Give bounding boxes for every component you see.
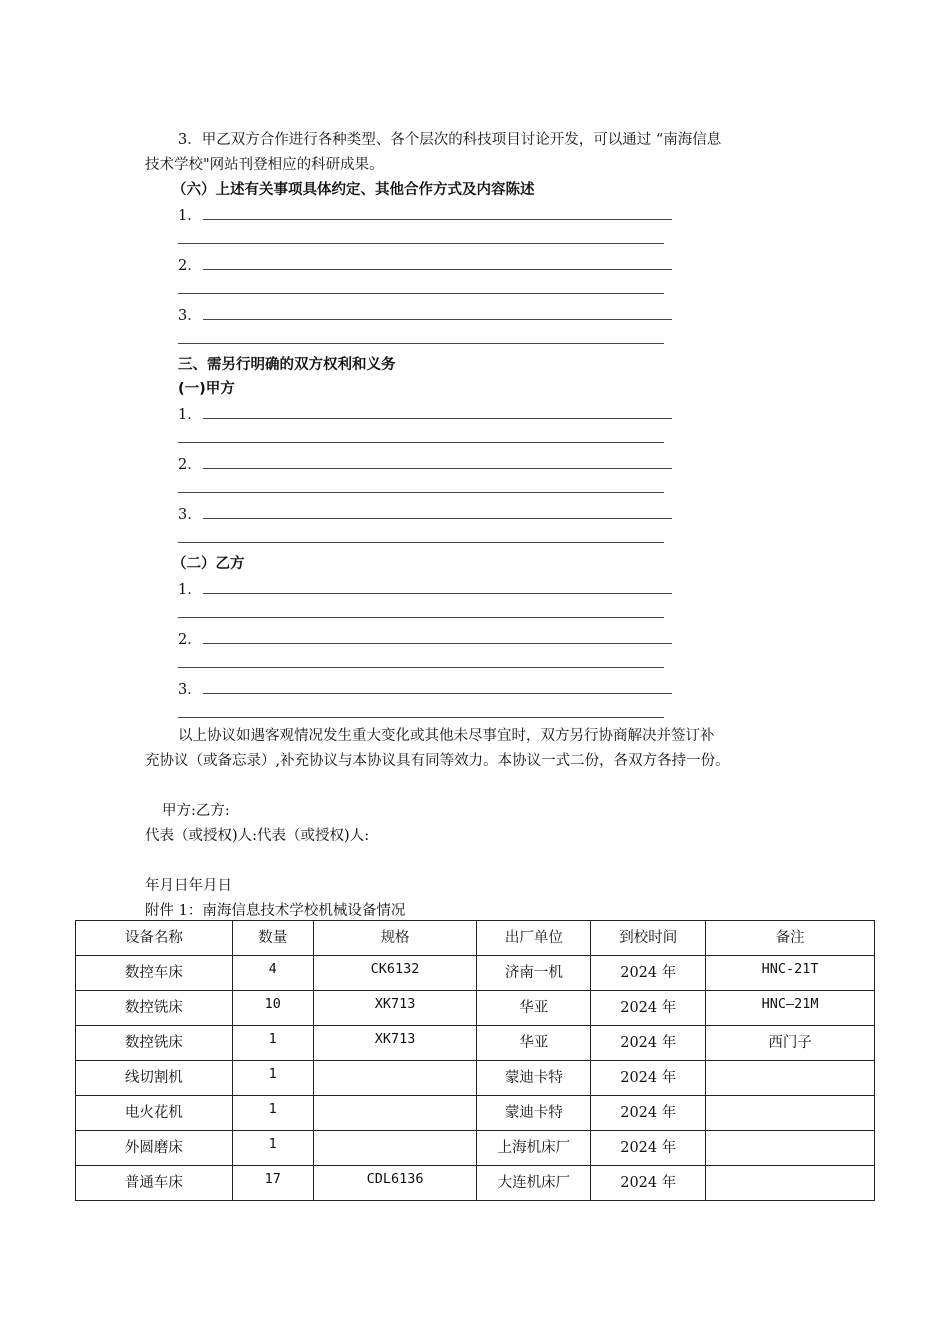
- party-b-heading: （二）乙方: [172, 556, 245, 572]
- blank-line: [203, 269, 672, 270]
- quantity-cell: 17: [232, 1166, 313, 1201]
- equipment-name-cell: 数控铣床: [76, 1026, 233, 1061]
- manufacturer-cell: 华亚: [477, 991, 591, 1026]
- quantity-cell: 1: [232, 1026, 313, 1061]
- manufacturer-cell: 济南一机: [477, 956, 591, 991]
- quantity-cell: 10: [232, 991, 313, 1026]
- model-cell: XK713: [313, 1026, 477, 1061]
- blank-line: [178, 542, 664, 543]
- model-cell: CK6132: [313, 956, 477, 991]
- blank-line: [203, 418, 672, 419]
- blank-line: [203, 693, 672, 694]
- model-cell: [313, 1061, 477, 1096]
- blank-line: [178, 717, 664, 718]
- closing-line-2: 充协议（或备忘录）,补充协议与本协议具有同等效力。本协议一式二份，各双方各持一份。: [145, 753, 730, 769]
- remarks-cell: [706, 1131, 875, 1166]
- blank-line: [203, 219, 672, 220]
- blank-line: [178, 442, 664, 443]
- table-row: [76, 1026, 875, 1061]
- blank-line: [178, 343, 664, 344]
- arrival-cell: 2024 年: [591, 1096, 706, 1131]
- blank-line: [178, 243, 664, 244]
- section-6-heading: （六）上述有关事项具体约定、其他合作方式及内容陈述: [172, 182, 535, 198]
- blank-item-number: 2．: [178, 632, 202, 648]
- blank-line: [178, 492, 664, 493]
- blank-item-number: 3．: [178, 507, 202, 523]
- table-row: [76, 1061, 875, 1096]
- equipment-name-cell: 电火花机: [76, 1096, 233, 1131]
- table-row: [76, 1096, 875, 1131]
- remarks-cell: [706, 1061, 875, 1096]
- quantity-cell: 4: [232, 956, 313, 991]
- header-cell: 出厂单位: [477, 921, 591, 956]
- blank-line: [203, 468, 672, 469]
- quantity-cell: 1: [232, 1061, 313, 1096]
- attachment-title: 附件 1：南海信息技术学校机械设备情况: [145, 903, 406, 919]
- arrival-cell: 2024 年: [591, 1131, 706, 1166]
- equipment-name-cell: 数控车床: [76, 956, 233, 991]
- header-cell: 规格: [313, 921, 477, 956]
- blank-line: [203, 319, 672, 320]
- blank-item-number: 1．: [178, 582, 202, 598]
- remarks-cell: HNC—21M: [706, 991, 875, 1026]
- header-cell: 数量: [232, 921, 313, 956]
- remarks-cell: [706, 1096, 875, 1131]
- clause-3-line-1: 3．甲乙双方合作进行各种类型、各个层次的科技项目讨论开发，可以通过 “南海信息: [178, 132, 722, 148]
- model-cell: CDL6136: [313, 1166, 477, 1201]
- arrival-cell: 2024 年: [591, 991, 706, 1026]
- party-a-heading: (一)甲方: [178, 381, 235, 397]
- signature-parties: 甲方:乙方:: [162, 803, 230, 819]
- closing-line-1: 以上协议如遇客观情况发生重大变化或其他未尽事宜时，双方另行协商解决并签订补: [178, 728, 715, 744]
- manufacturer-cell: 华亚: [477, 1026, 591, 1061]
- blank-item-number: 3．: [178, 682, 202, 698]
- blank-item-number: 3．: [178, 308, 202, 324]
- table-row: [76, 1131, 875, 1166]
- equipment-name-cell: 线切割机: [76, 1061, 233, 1096]
- remarks-cell: HNC-21T: [706, 956, 875, 991]
- model-cell: XK713: [313, 991, 477, 1026]
- blank-line: [203, 643, 672, 644]
- equipment-name-cell: 数控铣床: [76, 991, 233, 1026]
- remarks-cell: 西门子: [706, 1026, 875, 1061]
- arrival-cell: 2024 年: [591, 1026, 706, 1061]
- equipment-name-cell: 外圆磨床: [76, 1131, 233, 1166]
- manufacturer-cell: 大连机床厂: [477, 1166, 591, 1201]
- quantity-cell: 1: [232, 1096, 313, 1131]
- equipment-name-cell: 普通车床: [76, 1166, 233, 1201]
- blank-line: [178, 617, 664, 618]
- header-cell: 到校时间: [591, 921, 706, 956]
- blank-line: [203, 518, 672, 519]
- blank-line: [178, 667, 664, 668]
- manufacturer-cell: 上海机床厂: [477, 1131, 591, 1166]
- table-row: [76, 956, 875, 991]
- clause-3-line-2: 技术学校"网站刊登相应的科研成果。: [145, 157, 384, 173]
- table-header-row: [76, 921, 875, 956]
- arrival-cell: 2024 年: [591, 956, 706, 991]
- arrival-cell: 2024 年: [591, 1166, 706, 1201]
- model-cell: [313, 1131, 477, 1166]
- remarks-cell: [706, 1166, 875, 1201]
- manufacturer-cell: 蒙迪卡特: [477, 1096, 591, 1131]
- header-cell: 设备名称: [76, 921, 233, 956]
- manufacturer-cell: 蒙迪卡特: [477, 1061, 591, 1096]
- table-row: [76, 1166, 875, 1201]
- equipment-table: [75, 920, 875, 1201]
- section-3-heading: 三、需另行明确的双方权利和义务: [178, 357, 396, 373]
- blank-line: [203, 593, 672, 594]
- blank-item-number: 1．: [178, 208, 202, 224]
- signature-representatives: 代表（或授权)人:代表（或授权)人:: [145, 828, 370, 844]
- table-row: [76, 991, 875, 1026]
- arrival-cell: 2024 年: [591, 1061, 706, 1096]
- signature-dates: 年月日年月日: [145, 878, 232, 894]
- blank-item-number: 1．: [178, 407, 202, 423]
- model-cell: [313, 1096, 477, 1131]
- quantity-cell: 1: [232, 1131, 313, 1166]
- blank-item-number: 2．: [178, 457, 202, 473]
- blank-line: [178, 293, 664, 294]
- header-cell: 备注: [706, 921, 875, 956]
- blank-item-number: 2．: [178, 258, 202, 274]
